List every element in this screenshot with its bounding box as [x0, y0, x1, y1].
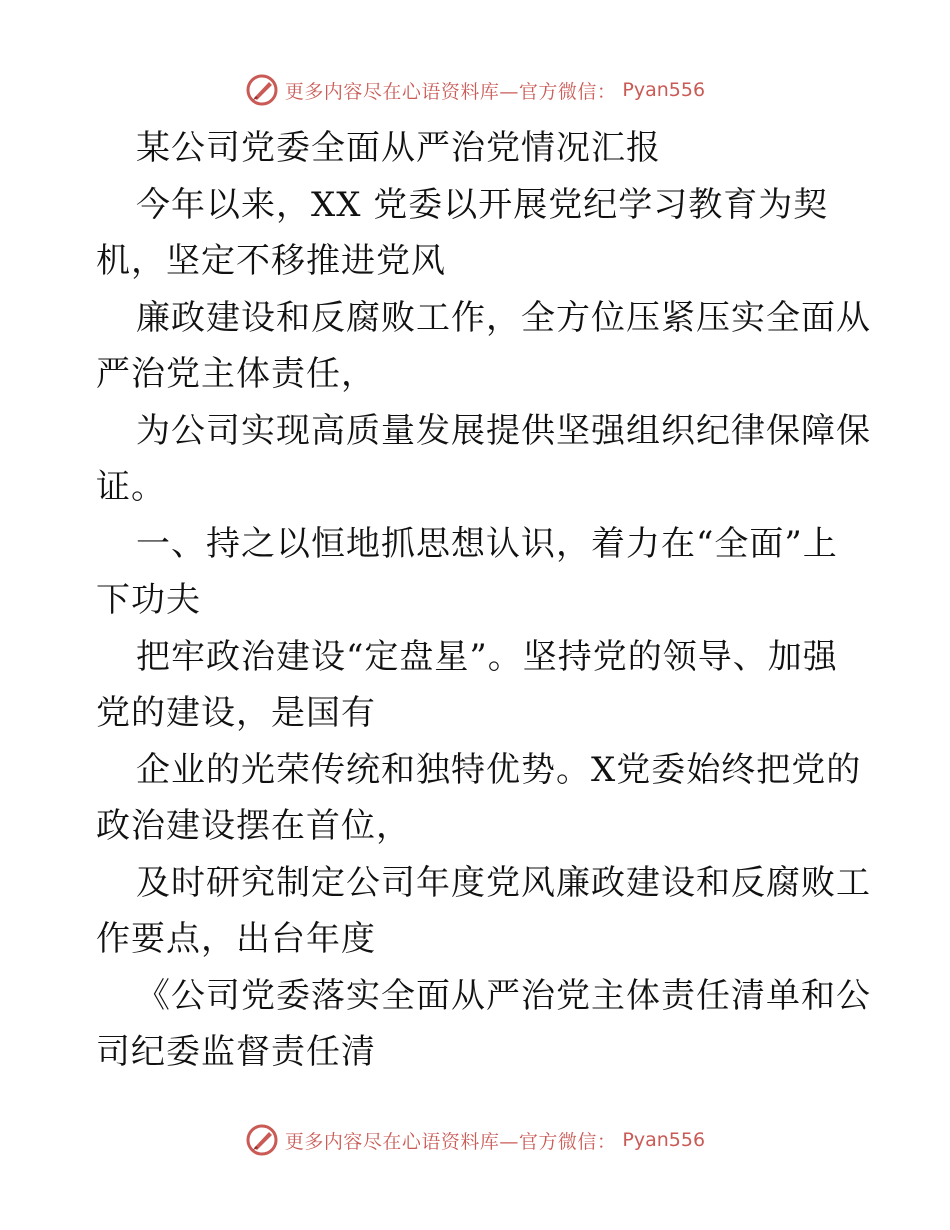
document-line: 及时研究制定公司年度党风廉政建设和反腐败工 [136, 862, 871, 903]
document-line: 企业的光荣传统和独特优势。X党委始终把党的 [136, 749, 862, 790]
document-line: 为公司实现高质量发展提供坚强组织纪律保障保 [136, 410, 871, 451]
document-line: 某公司党委全面从严治党情况汇报 [136, 128, 661, 168]
document-line: 严治党主体责任， [96, 354, 376, 394]
banner-text: 更多内容尽在心语资料库—官方微信： [284, 80, 617, 103]
document-line: 今年以来，XX 党委以开展党纪学习教育为契 [136, 184, 829, 225]
document-line: 《公司党委落实全面从严治党主体责任清单和公 [136, 975, 871, 1016]
header-watermark-banner [0, 70, 950, 110]
document-body [96, 120, 871, 1081]
banner-text: 更多内容尽在心语资料库—官方微信： [284, 1130, 617, 1153]
banner-wechat-id: Pyan556 [622, 79, 706, 101]
feather-pen-logo-icon [245, 1123, 279, 1157]
document-line: 证。 [96, 467, 166, 507]
document-line: 廉政建设和反腐败工作，全方位压紧压实全面从 [136, 297, 871, 338]
feather-pen-logo-icon [245, 73, 279, 107]
banner-wechat-id: Pyan556 [622, 1129, 706, 1151]
document-line: 政治建设摆在首位， [96, 806, 411, 846]
document-line: 司纪委监督责任清 [96, 1032, 376, 1072]
footer-watermark-banner [0, 1120, 950, 1160]
document-line: 机，坚定不移推进党风 [96, 241, 446, 281]
document-line: 党的建设，是国有 [96, 693, 376, 733]
document-line: 把牢政治建设“定盘星”。坚持党的领导、加强 [136, 636, 838, 677]
document-line: 下功夫 [96, 580, 201, 620]
document-line: 一、持之以恒地抓思想认识，着力在“全面”上 [136, 523, 838, 564]
document-line: 作要点，出台年度 [96, 919, 376, 959]
